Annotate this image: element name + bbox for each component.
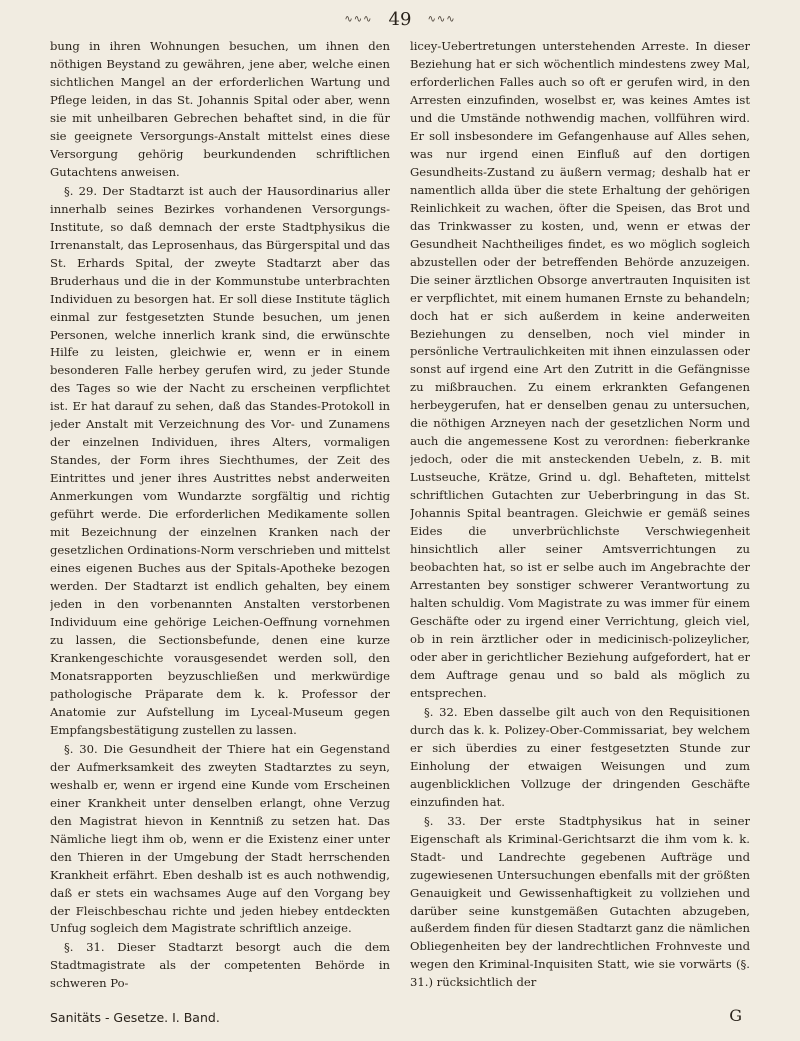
right-text-column [410,38,750,1008]
catchword: G [729,1006,742,1025]
ornament-right: ∿∿∿ [427,13,456,25]
paragraph: §. 29. Der Stadtarzt ist auch der Hausordinarius aller innerhalb seines Bezirkes vorhandenen Versorgungs-Institute, so daß demnach der erste Stadtphysikus die Irrenanstalt, das Leprosenhaus, das Bürgerspital und das St. Erhards Spital, der zweyte Stadtarzt aber das Bruderhaus und die in der Kommunstube unterbrachten Individuen zu besorgen hat. Er soll diese Institute täglich einmal zur festgesetzten Stunde besuchen, um jenen Personen, welche innerlich krank sind, die erwünschte Hilfe zu leisten, gleichwie er, wenn er in einem besonderen Falle herbey gerufen wird, zu jeder Stunde des Tages so wie der Nacht zu erscheinen verpflichtet ist. Er hat darauf zu sehen, daß das Standes-Protokoll in jeder Anstalt mit Verzeichnung des Vor- und Zunamens der einzelnen Individuen, ihres Alters, vormaligen Standes, der Form ihres Siechthumes, der Zeit des Eintrittes und jener ihres Austrittes nebst anderweiten Anmerkungen vom Wundarzte sorgfältig und richtig geführt werde. Die erforderlichen Medikamente sollen mit Bezeichnung der einzelnen Kranken nach der gesetzlichen Ordinations-Norm verschrieben und mittelst eines eigenen Buches aus der Spitals-Apotheke bezogen werden. Der Stadtarzt ist endlich gehalten, bey einem jeden in den vorbenannten Anstalten verstorbenen Individuum eine gehörige Leichen-Oeffnung vornehmen zu lassen, die Sectionsbefunde, denen eine kurze Krankengeschichte vorausgesendet werden soll, den Monatsrapporten beyzuschließen und merkwürdige pathologische Präparate dem k. k. Professor der Anatomie zur Aufstellung im Lyceal-Museum gegen Empfangsbestätigung zustellen zu lassen. [50,183,390,737]
ornament-left: ∿∿∿ [344,13,373,25]
signature-line: Sanitäts - Gesetze. I. Band. [50,1010,220,1025]
paragraph: bung in ihren Wohnungen besuchen, um ihnen den nöthigen Beystand zu gewähren, jene aber, welche einen sichtlichen Mangel an der erforderlichen Wartung und Pflege leiden, in das St. Johannis Spital oder aber, wenn sie mit unheilbaren Gebrechen behaftet sind, in die für sie geeignete Versorgungs-Anstalt mittelst eines diese Versorgung gehörig beurkundenden schriftlichen Gutachtens anweisen. [50,39,390,179]
paragraph: licey-Uebertretungen unterstehenden Arreste. In dieser Beziehung hat er sich wöchentlich mindestens zwey Mal, erforderlichen Falles auch so oft er gerufen wird, in den Arresten einzufinden, woselbst er, was keines Amtes ist und die Umstände nothwendig machen, vollführen wird. Er soll insbesondere im Gefangenhause auf Alles sehen, was nur irgend einen Einfluß auf den dortigen Gesundheits-Zustand zu äußern vermag; deshalb hat er namentlich allda über die stete Erhaltung der gehörigen Reinlichkeit zu wachen, öfter die Speisen, das Brot und das Trinkwasser zu kosten, und, wenn er etwas der Gesundheit Nachtheiliges findet, es wo möglich sogleich abzustellen oder der betreffenden Behörde anzuzeigen. Die seiner ärztlichen Obsorge anvertrauten Inquisiten ist er verpflichtet, mit einem humanen Ernste zu behandeln; doch hat er sich außerdem in keine anderweiten Beziehungen zu denselben, noch viel minder in persönliche Vertraulichkeiten mit ihnen einzulassen oder sonst auf irgend eine Art den Zutritt in die Gefängnisse zu mißbrauchen. Zu einem erkrankten Gefangenen herbeygerufen, hat er denselben genau zu untersuchen, die nöthigen Arzneyen nach der gesetzlichen Norm und auch die angemessene Kost zu verordnen: fieberkranke jedoch, oder die mit ansteckenden Uebeln, z. B. mit Lustseuche, Krätze, Grind u. dgl. Behafteten, mittelst schriftlichen Gutachten zur Ueberbringung in das St. Johannis Spital beantragen. Gleichwie er gemäß seines Eides die unverbrüchlichste Verschwiegenheit hinsichtlich aller seiner Amtsverrichtungen zu beobachten hat, so ist er selbe auch im Angebrachte der Arrestanten bey sonstiger schwerer Verantwortung zu halten schuldig. Vom Magistrate zu was immer für einem Geschäfte oder zu irgend einer Verrichtung, gleich viel, ob in rein ärztlicher oder in medicinisch-polizeylicher, oder aber in gerichtlicher Beziehung aufgefordert, hat er dem Auftrage genau und so bald als möglich zu entsprechen. [410,39,750,700]
paragraph: §. 32. Eben dasselbe gilt auch von den Requisitionen durch das k. k. Polizey-Ober-Commissariat, bey welchem er sich überdies zu einer festgesetzten Stunde zur Einholung der etwaigen Weisungen und zum augenblicklichen Vollzuge der dringenden Geschäfte einzufinden hat. [410,704,750,809]
page-number: 49 [388,8,412,30]
paragraph: §. 33. Der erste Stadtphysikus hat in seiner Eigenschaft als Kriminal-Gerichtsarzt die ihm vom k. k. Stadt- und Landrechte gegebenen Aufträge und zugewiesenen Untersuchungen ebenfalls mit der größten Genauigkeit und Gewissenhaftigkeit zu vollziehen und darüber seine kunstgemäßen Gutachten abzugeben, außerdem finden für diesen Stadtarzt ganz die nämlichen Obliegenheiten bey der landrechtlichen Frohnveste und wegen den Kriminal-Inquisiten Statt, wie sie vorwärts (§. 31.) rücksichtlich der [410,813,750,990]
paragraph: §. 30. Die Gesundheit der Thiere hat ein Gegenstand der Aufmerksamkeit des zweyten Stadtarztes zu seyn, weshalb er, wenn er irgend eine Kunde vom Erscheinen einer Krankheit unter denselben erlangt, ohne Verzug den Magistrat hievon in Kenntniß zu setzen hat. Das Nämliche liegt ihm ob, wenn er die Existenz einer unter den Thieren in der Umgebung der Stadt herrschenden Krankheit erfährt. Eben deshalb ist es auch nothwendig, daß er stets ein wachsames Auge auf den Vorgang bey der Fleischbeschau richte und jeden hiebey entdeckten Unfug sogleich dem Magistrate schriftlich anzeige. [50,741,390,936]
page-header [0,6,800,32]
paragraph: §. 31. Dieser Stadtarzt besorgt auch die dem Stadtmagistrate als der competenten Behörde in schweren Po- [50,940,390,991]
left-text-column [50,38,390,1008]
